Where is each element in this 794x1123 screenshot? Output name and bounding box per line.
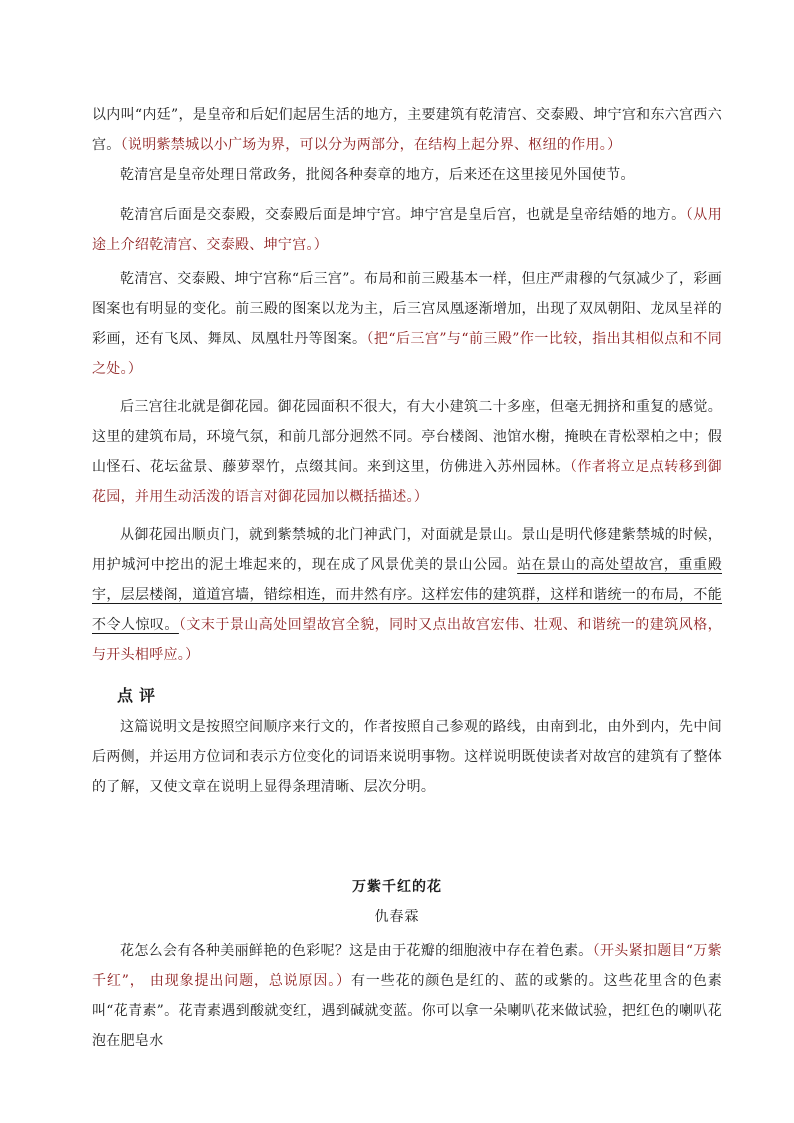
body-text: 有一些花的颜色是红的、蓝的或紫的。这些花里含的色素叫“花青素”。花青素遇到酸就变红，遇到碱就变蓝。你可以拿一朵喇叭花来做试验，把红色的喇叭花泡在肥皂水: [92, 973, 722, 1049]
body-text: 花怎么会有各种美丽鲜艳的色彩呢？这是由于花瓣的细胞液中存在着色素。: [120, 943, 593, 959]
paragraph-jingshan: [92, 520, 722, 670]
annotation-note: （从用途上介绍乾清宫、交泰殿、坤宁宫。）: [92, 207, 722, 253]
paragraph-rear-three-palaces: [92, 264, 722, 384]
body-text: 乾清宫后面是交泰殿，交泰殿后面是坤宁宫。坤宁宫是皇后宫，也就是皇帝结婚的地方。: [120, 207, 686, 223]
annotation-note: （文末于景山高处回望故宫全貌，同时又点出故宫宏伟、壮观、和谐统一的建筑风格，与开头相呼应。）: [92, 617, 722, 663]
annotation-note: （说明紫禁城以小广场为界，可以分为两部分，在结构上起分界、枢纽的作用。）: [120, 137, 622, 153]
body-text: 乾清宫、交泰殿、坤宁宫称“后三宫”。布局和前三殿基本一样，但庄严肃穆的气氛减少了，彩画图案也有明显的变化。前三殿的图案以龙为主，后三宫凤凰逐渐增加，出现了双凤朝阳、龙凤呈祥的彩画，还有飞凤、舞凤、凤凰牡丹等图案。: [92, 271, 722, 347]
paragraph-jiaotai-kunning: [92, 200, 722, 260]
body-text: 以内叫“内廷”，是皇帝和后妃们起居生活的地方，主要建筑有乾清宫、交泰殿、坤宁宫和东六宫西六宫。: [92, 107, 722, 153]
body-text: 后三宫往北就是御花园。御花园面积不很大，有大小建筑二十多座，但毫无拥挤和重复的感觉。这里的建筑布局，环境气氛，和前几部分迥然不同。亭台楼阁、池馆水榭，掩映在青松翠柏之中；假山怪石、花坛盆景、藤萝翠竹，点缀其间。来到这里，仿佛进入苏州园林。: [92, 399, 722, 475]
paragraph-qianqing-palace: [92, 160, 722, 190]
annotation-note: （作者将立足点转移到御花园，并用生动活泼的语言对御花园加以概括描述。）: [92, 459, 722, 505]
body-text: 这篇说明文是按照空间顺序来行文的，作者按照自己参观的路线，由南到北，由外到内，先中间后两侧，并运用方位词和表示方位变化的词语来说明事物。这样说明既使读者对故宫的建筑有了整体的了解，又使文章在说明上显得条理清晰、层次分明。: [92, 719, 722, 795]
article-title: 万紫千红的花: [352, 879, 442, 895]
paragraph-imperial-garden: [92, 392, 722, 512]
annotation-note: （把“后三宫”与“前三殿”作一比较，指出其相似点和不同之处。）: [92, 331, 723, 377]
body-text: 乾清宫是皇帝处理日常政务，批阅各种奏章的地方，后来还在这里接见外国使节。: [120, 167, 635, 183]
article-author: 仇春霖: [374, 909, 420, 925]
paragraph-flower-colors: [92, 936, 722, 1056]
paragraph-inner-court: [92, 100, 722, 160]
body-text: 从御花园出顺贞门，就到紫禁城的北门神武门，对面就是景山。景山是明代修建紫禁城的时候，用护城河中挖出的泥土堆起来的，现在成了风景优美的景山公园。: [92, 527, 722, 573]
underlined-text: 站在景山的高处望故宫，重重殿宇，层层楼阁，道道宫墙，错综相连，而井然有序。这样宏伟的建筑群，这样和谐统一的布局，不能不令人惊叹。: [92, 557, 722, 633]
review-paragraph: [92, 712, 722, 802]
annotation-note: （开头紧扣题目“万紫千红”， 由现象提出问题，总说原因。）: [92, 943, 722, 989]
review-heading: 点评: [117, 686, 162, 705]
